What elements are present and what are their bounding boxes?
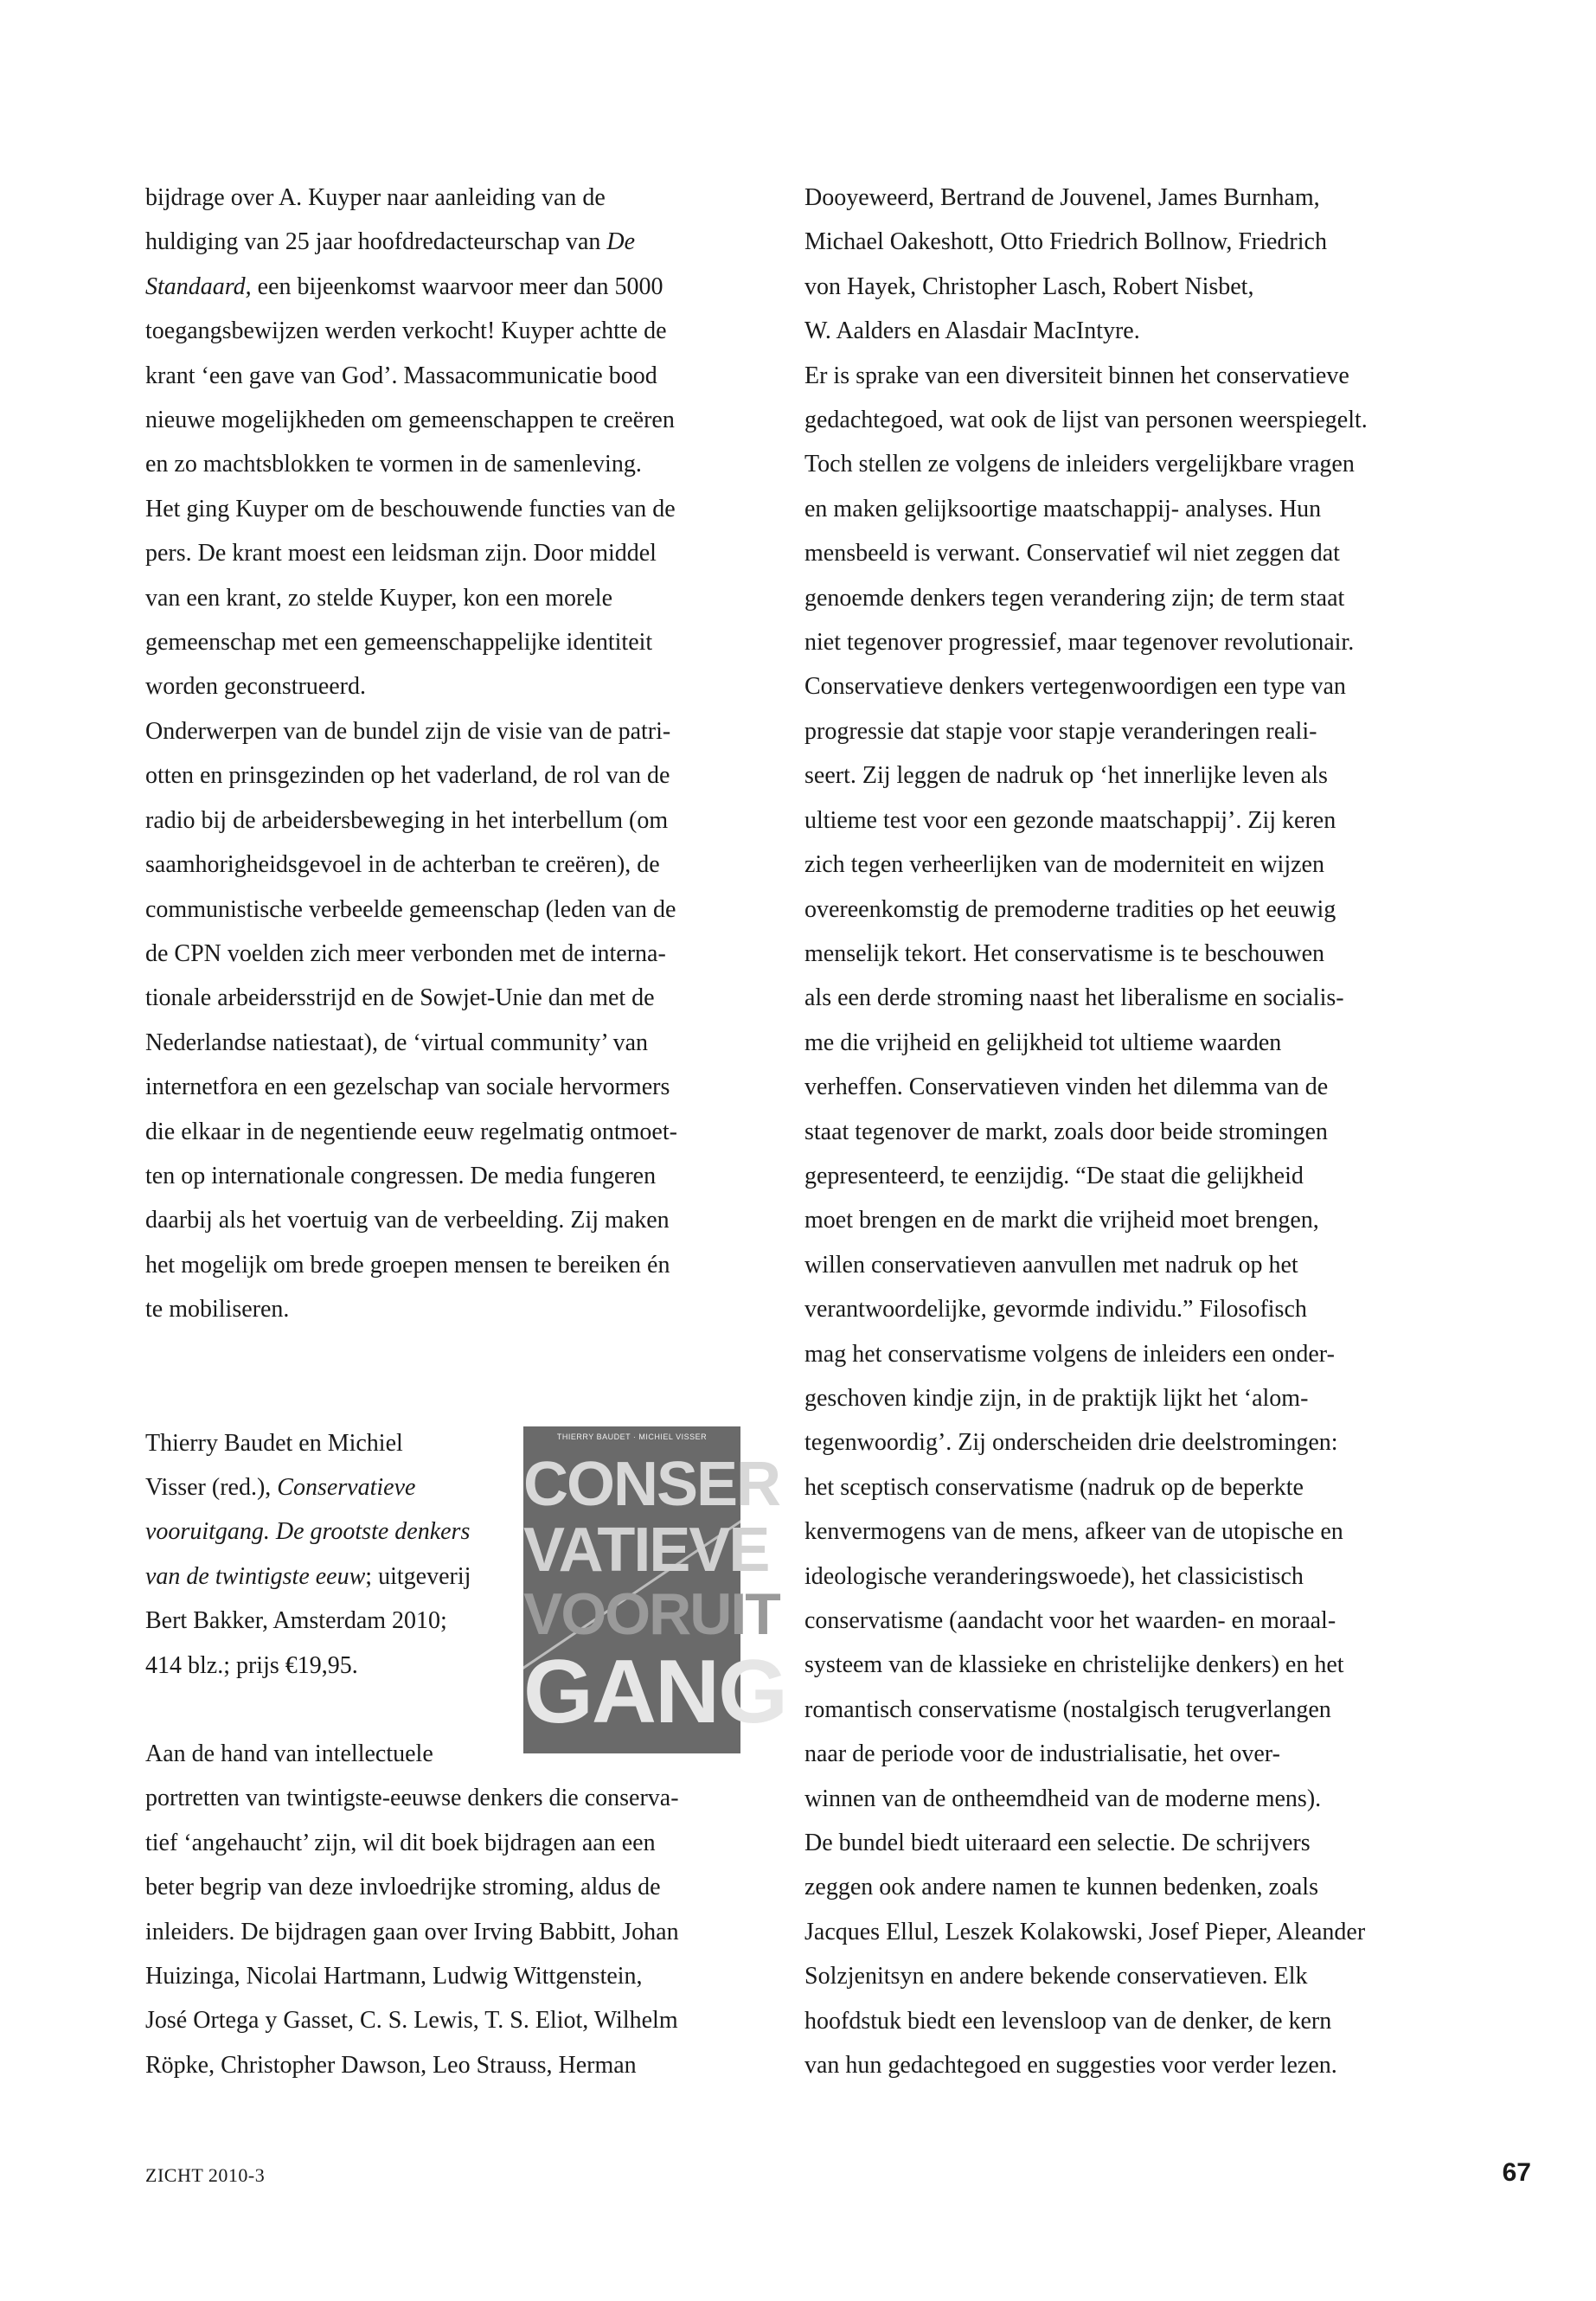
text-line: hoofdstuk biedt een levensloop van de denker, de kern [804,2007,1332,2035]
text-line: ultieme test voor een gezonde maatschappij’. Zij keren [804,806,1336,834]
text-line: seert. Zij leggen de nadruk op ‘het innerlijke leven als [804,762,1328,790]
text-line: 414 blz.; prijs €19,95. [145,1651,358,1679]
italic-title: Standaard, [145,272,258,300]
text-line [145,220,751,264]
text-line: Nederlandse natiestaat), de ‘virtual community’ van [145,1029,649,1056]
text-line: Jacques Ellul, Leszek Kolakowski, Josef Pieper, Aleander [804,1918,1366,1945]
text-line: verheffen. Conservatieven vinden het dilemma van de [804,1074,1329,1101]
text-segment: Visser (red.), [145,1473,278,1501]
text-line: gepresenteerd, te eenzijdig. “De staat die gelijkheid [804,1162,1304,1189]
text-line: toegangsbewijzen werden verkocht! Kuyper achtte de [145,317,667,345]
italic-title: van de twintigste eeuw [145,1562,366,1590]
text-line: menselijk tekort. Het conservatisme is te beschouwen [804,939,1325,967]
text-line: moet brengen en de markt die vrijheid moet brengen, [804,1207,1319,1234]
text-line: beter begrip van deze invloedrijke stroming, aldus de [145,1874,661,1901]
text-line: genoemde denkers tegen verandering zijn; de term staat [804,584,1345,612]
journal-footer: ZICHT 2010-3 [145,2164,266,2186]
text-line: José Ortega y Gasset, C. S. Lewis, T. S. Eliot, Wilhelm [145,2007,678,2035]
text-line: von Hayek, Christopher Lasch, Robert Nisbet, [804,272,1254,300]
right-column [804,176,1410,2087]
text-line: saamhorigheidsgevoel in de achterban te creëren), de [145,851,660,879]
italic-title: vooruitgang. De grootste denkers [145,1518,471,1546]
cover-authors: THIERRY BAUDET · MICHIEL VISSER [556,1432,708,1441]
text-line [145,265,751,309]
text-line: romantisch conservatisme (nostalgisch terugverlangen [804,1695,1331,1723]
text-line: te mobiliseren. [145,1296,290,1324]
text-line: ideologische veranderingswoede), het classicistisch [804,1562,1304,1590]
cover-title-line: GANG [523,1641,786,1742]
text-line: Het ging Kuyper om de beschouwende functies van de [145,495,676,522]
book-cover-image [523,1426,786,1753]
italic-title: Conservatieve [277,1473,416,1501]
page-number: 67 [1502,2158,1531,2187]
text-line: het mogelijk om brede groepen mensen te bereiken én [145,1251,670,1279]
cover-title-line: VOORUIT [523,1580,779,1647]
text-line: Bert Bakker, Amsterdam 2010; [145,1607,447,1635]
text-line: van een krant, zo stelde Kuyper, kon een morele [145,584,612,612]
text-line: Er is sprake van een diversiteit binnen het conservatieve [804,362,1349,389]
paragraph-names [804,176,1410,354]
text-line: progressie dat stapje voor stapje veranderingen reali- [804,717,1317,745]
text-line: conservatisme (aandacht voor het waarden- en moraal- [804,1607,1336,1634]
text-line: portretten van twintigste-eeuwse denkers die conserva- [145,1785,679,1812]
text-line: tegenwoordig’. Zij onderscheiden drie deelstromingen: [804,1429,1338,1457]
paragraph-kuyper [145,176,751,709]
text-line: pers. De krant moest een leidsman zijn. Door middel [145,540,657,567]
text-line: geschoven kindje zijn, in de praktijk lijkt het ‘alom- [804,1384,1309,1412]
text-line: en maken gelijksoortige maatschappij- analyses. Hun [804,495,1322,522]
text-line: gedachtegoed, wat ook de lijst van personen weerspiegelt. [804,407,1368,434]
text-line: mag het conservatisme volgens de inleiders een onder- [804,1340,1335,1368]
text-line: staat tegenover de markt, zoals door beide stromingen [804,1118,1328,1145]
cover-title-line: VATIEVE [523,1515,769,1585]
text-line: kenvermogens van de mens, afkeer van de utopische en [804,1518,1343,1546]
text-line: systeem van de klassieke en christelijke denkers) en het [804,1651,1344,1679]
text-line: Dooyeweerd, Bertrand de Jouvenel, James Burnham, [804,184,1320,211]
text-line: radio bij de arbeidersbeweging in het interbellum (om [145,806,669,834]
text-line: Solzjenitsyn en andere bekende conservatieven. Elk [804,1963,1308,1990]
text-line: Thierry Baudet en Michiel [145,1429,403,1457]
text-line: tionale arbeidersstrijd en de Sowjet-Unie dan met de [145,984,655,1012]
text-line: overeenkomstig de premoderne tradities op het eeuwig [804,895,1336,923]
text-line: niet tegenover progressief, maar tegenover revolutionair. [804,629,1355,657]
text-segment: ; uitgeverij [365,1562,471,1590]
text-line: Huizinga, Nicolai Hartmann, Ludwig Wittgenstein, [145,1963,643,1990]
text-line: het sceptisch conservatisme (nadruk op de beperkte [804,1473,1304,1501]
text-line: en zo machtsblokken te vormen in de samenleving. [145,451,642,478]
text-line: gemeenschap met een gemeenschappelijke identiteit [145,629,653,657]
text-line: naar de periode voor de industrialisatie, het over- [804,1740,1280,1768]
text-line: als een derde stroming naast het liberalisme en socialis- [804,984,1344,1012]
book-review-block [145,1421,786,2088]
text-line: internetfora en een gezelschap van sociale hervormers [145,1074,670,1101]
text-line: tief ‘angehaucht’ zijn, wil dit boek bijdragen aan een [145,1829,656,1856]
text-segment: een bijeenkomst waarvoor meer dan 5000 [257,272,663,300]
section-spacer [145,1332,751,1421]
paragraph-diversity [804,354,1410,2088]
text-line: ten op internationale congressen. De media fungeren [145,1162,657,1189]
text-line: van hun gedachtegoed en suggesties voor verder lezen. [804,2052,1337,2080]
left-column [145,176,786,2087]
text-line: die elkaar in de negentiende eeuw regelmatig ontmoet- [145,1118,677,1145]
text-line: winnen van de ontheemdheid van de moderne mens). [804,1785,1322,1812]
italic-title: De [606,228,636,256]
text-line: W. Aalders en Alasdair MacIntyre. [804,317,1140,345]
text-line: Aan de hand van intellectuele [145,1740,433,1767]
text-line: Conservatieve denkers vertegenwoordigen een type van [804,673,1346,701]
text-line: communistische verbeelde gemeenschap (leden van de [145,895,676,923]
text-line: mensbeeld is verwant. Conservatief wil niet zeggen dat [804,540,1340,567]
text-line: de CPN voelden zich meer verbonden met de interna- [145,939,666,967]
cover-title-line: CONSER [523,1449,780,1519]
paragraph-review [145,1732,751,2087]
text-line: inleiders. De bijdragen gaan over Irving Babbitt, Johan [145,1918,679,1945]
paragraph-onderwerpen [145,709,751,1332]
text-line: Toch stellen ze volgens de inleiders vergelijkbare vragen [804,451,1355,478]
text-line: zich tegen verheerlijken van de moderniteit en wijzen [804,851,1324,879]
text-line: krant ‘een gave van God’. Massacommunicatie bood [145,362,657,389]
text-line: verantwoordelijke, gevormde individu.” Filosofisch [804,1296,1307,1324]
text-line: Röpke, Christopher Dawson, Leo Strauss, Herman [145,2051,637,2079]
text-line: daarbij als het voertuig van de verbeelding. Zij maken [145,1207,670,1234]
text-line: bijdrage over A. Kuyper naar aanleiding van de [145,184,606,211]
text-line: Onderwerpen van de bundel zijn de visie van de patri- [145,717,671,745]
text-line: De bundel biedt uiteraard een selectie. De schrijvers [804,1830,1311,1857]
text-line: zeggen ook andere namen te kunnen bedenken, zoals [804,1874,1318,1901]
text-segment: huldiging van 25 jaar hoofdredacteurschap van [145,228,607,256]
text-line: nieuwe mogelijkheden om gemeenschappen te creëren [145,407,675,434]
text-line: Michael Oakeshott, Otto Friedrich Bollnow, Friedrich [804,228,1327,256]
text-line: worden geconstrueerd. [145,673,367,701]
text-line: me die vrijheid en gelijkheid tot ultieme waarden [804,1029,1282,1056]
text-line: otten en prinsgezinden op het vaderland, de rol van de [145,762,670,790]
text-line: willen conservatieven aanvullen met nadruk op het [804,1251,1298,1279]
